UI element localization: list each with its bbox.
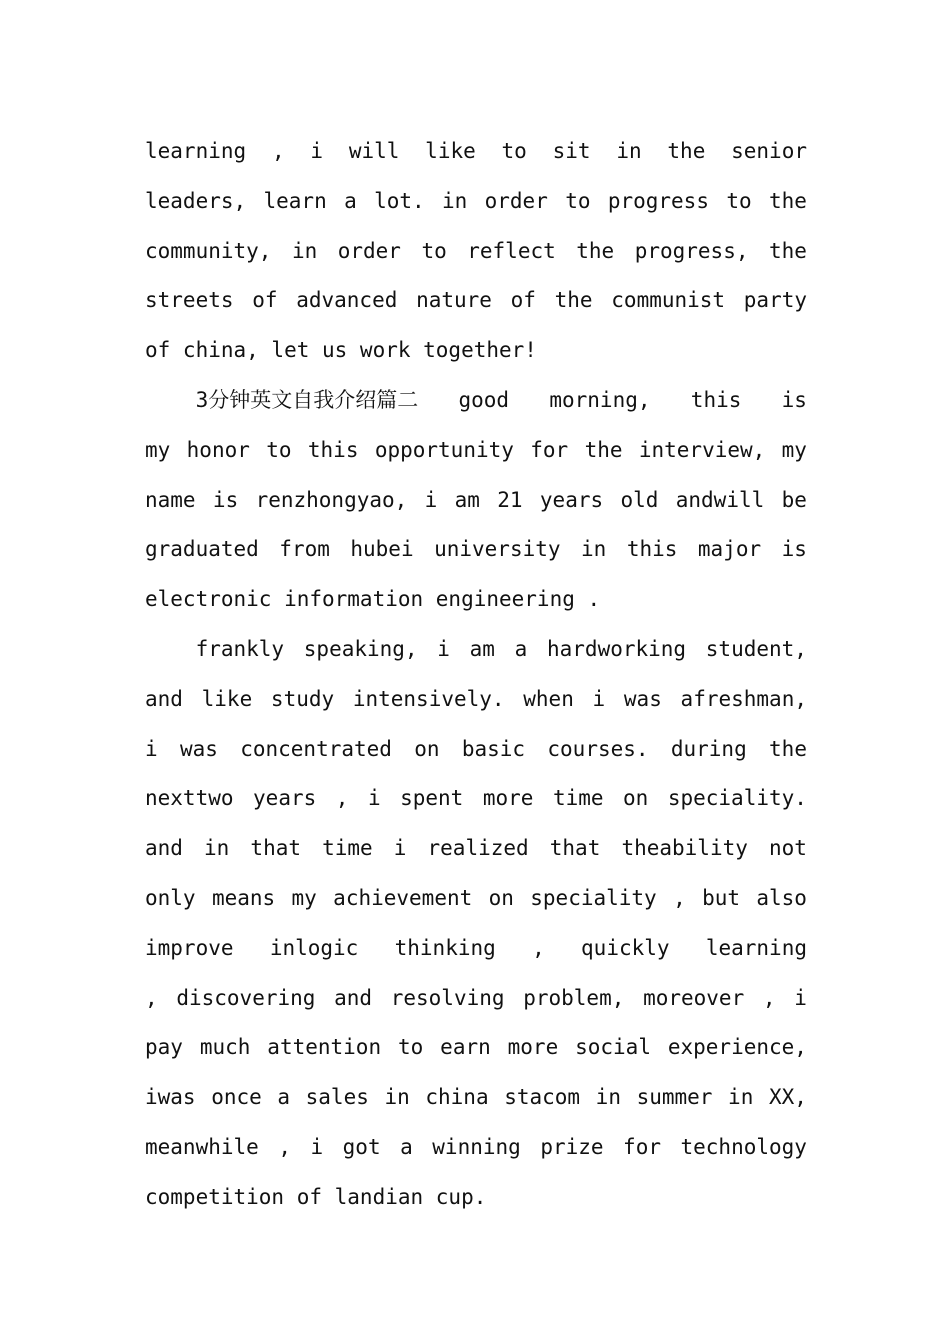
text-word: opportunity — [374, 437, 514, 462]
text-word: good — [458, 387, 510, 412]
text-word: for — [623, 1134, 661, 1159]
text-word: learn — [263, 188, 327, 213]
text-word: my — [145, 437, 171, 462]
text-word: , — [278, 1134, 291, 1159]
text-word: , — [762, 985, 776, 1010]
text-line — [145, 177, 807, 227]
text-word: and — [145, 686, 183, 711]
text-word: student, — [705, 636, 807, 661]
text-word: years — [539, 487, 604, 512]
text-word: is — [781, 387, 807, 412]
text-line — [145, 227, 807, 277]
text-word: means — [211, 885, 276, 910]
text-word: learning — [705, 935, 807, 960]
text-word: the — [769, 736, 807, 761]
text-word: and — [145, 836, 183, 861]
text-word: in — [728, 1085, 754, 1110]
text-word: streets — [145, 288, 234, 313]
text-word: sales — [305, 1085, 369, 1110]
text-word: on — [488, 885, 514, 910]
text-word: in — [581, 537, 607, 562]
text-word: i — [310, 1134, 324, 1159]
text-word: hubei — [350, 537, 414, 562]
text-word: reflect — [467, 238, 556, 263]
text-word: also — [756, 885, 807, 910]
text-word: technology — [680, 1134, 807, 1159]
text-word: i — [592, 686, 606, 711]
text-word: achievement — [333, 885, 473, 910]
text-word: , — [335, 786, 349, 811]
text-word: i — [393, 836, 407, 861]
text-word: prize — [540, 1134, 604, 1159]
text-word: graduated — [145, 537, 259, 562]
text-word: i — [310, 139, 324, 163]
text-word: afreshman, — [680, 686, 807, 711]
text-line — [145, 326, 807, 376]
text-word: the — [768, 188, 807, 213]
text-word: i — [367, 786, 381, 811]
text-word: summer — [636, 1085, 713, 1110]
text-line — [145, 127, 807, 177]
text-line-content: competition of landian cup. — [145, 1184, 487, 1209]
text-word: frankly — [145, 636, 285, 661]
text-word: nexttwo — [145, 786, 234, 811]
text-line — [145, 874, 807, 924]
text-word: iwas — [145, 1085, 196, 1110]
text-word: , — [532, 935, 545, 960]
text-word: my — [291, 885, 317, 910]
text-word: honor — [186, 437, 250, 462]
text-word: to — [397, 1035, 424, 1060]
text-word: 21 — [497, 487, 523, 512]
text-word: , — [673, 885, 686, 910]
text-word: moreover — [643, 985, 745, 1010]
text-word: attention — [267, 1035, 382, 1060]
text-word: years — [253, 786, 317, 811]
text-word: improve — [145, 935, 234, 960]
text-word: experience, — [667, 1035, 807, 1060]
text-word: the — [576, 238, 615, 263]
text-word: my — [781, 437, 807, 462]
text-word: to — [266, 437, 292, 462]
text-word: in — [441, 188, 468, 213]
text-word: progress, — [634, 238, 749, 263]
text-word: of — [510, 288, 536, 313]
text-word: a — [514, 636, 528, 661]
text-word: that — [549, 836, 601, 861]
text-word: leaders, — [145, 188, 247, 213]
text-word: was — [179, 736, 218, 761]
text-line — [145, 625, 807, 675]
text-word: major — [697, 537, 762, 562]
text-word: university — [434, 537, 561, 562]
text-word: concentrated — [240, 736, 392, 761]
text-word: to — [726, 188, 752, 213]
text-word: inlogic — [269, 935, 359, 960]
text-word: courses. — [547, 736, 649, 761]
text-word: old — [620, 487, 659, 512]
text-word: be — [781, 487, 807, 512]
text-word: more — [482, 786, 534, 811]
text-word: the — [769, 238, 807, 263]
text-word: party — [743, 288, 807, 313]
text-word: i — [424, 487, 438, 512]
text-word: that — [250, 836, 301, 861]
text-word: earn — [440, 1035, 491, 1060]
text-word: got — [342, 1134, 381, 1159]
text-word: speciality. — [667, 786, 807, 811]
text-word: the — [584, 437, 623, 462]
text-word: in — [204, 836, 230, 861]
text-word: winning — [432, 1134, 521, 1159]
text-word: stacom — [504, 1085, 581, 1110]
text-word: , — [145, 985, 158, 1010]
text-word: this — [690, 387, 742, 412]
text-line — [145, 1173, 807, 1223]
text-line — [145, 1023, 807, 1073]
text-word: china — [425, 1085, 489, 1110]
text-word: the — [554, 288, 593, 313]
text-line-content: electronic information engineering . — [145, 587, 601, 612]
text-word: senior — [731, 139, 807, 163]
text-line — [145, 974, 807, 1024]
text-word: interview, — [638, 437, 766, 462]
text-line — [145, 575, 807, 625]
text-word: theability — [621, 836, 748, 861]
text-word: thinking — [394, 935, 496, 960]
text-word: i — [794, 985, 807, 1010]
text-word: meanwhile — [145, 1134, 259, 1159]
text-word: time — [552, 786, 604, 811]
text-word: in — [384, 1085, 410, 1110]
text-line — [145, 824, 807, 874]
text-word: problem, — [523, 985, 625, 1010]
text-word: 3分钟英文自我介绍篇二 — [145, 387, 419, 412]
text-word: in — [595, 1085, 621, 1110]
text-word: social — [575, 1035, 651, 1060]
text-word: community, — [145, 238, 272, 263]
text-word: the — [667, 139, 706, 163]
text-word: but — [702, 885, 741, 910]
text-word: hardworking — [547, 636, 687, 661]
text-word: speaking, — [303, 636, 418, 661]
text-word: andwill — [675, 487, 765, 512]
text-word: realized — [427, 836, 529, 861]
text-word: and — [334, 985, 373, 1010]
text-word: advanced — [296, 288, 398, 313]
text-word: for — [530, 437, 569, 462]
text-word: only — [145, 885, 196, 910]
text-line — [145, 725, 807, 775]
text-word: on — [623, 786, 649, 811]
text-word: in — [291, 238, 318, 263]
text-word: order — [484, 188, 548, 213]
text-line-content: of china, let us work together! — [145, 338, 537, 363]
text-line — [145, 1123, 807, 1173]
text-word: to — [501, 139, 527, 163]
text-word: nature — [416, 288, 492, 313]
text-word: renzhongyao, — [255, 487, 408, 512]
text-word: am — [454, 487, 480, 512]
text-word: lot. — [374, 188, 425, 213]
text-word: of — [252, 288, 278, 313]
text-word: discovering — [176, 985, 316, 1010]
text-word: pay — [145, 1035, 183, 1060]
text-word: speciality — [530, 885, 657, 910]
text-word: , — [271, 139, 285, 163]
text-word: communist — [611, 288, 726, 313]
text-line — [145, 774, 807, 824]
text-word: intensively. — [352, 686, 505, 711]
text-word: a — [344, 188, 357, 213]
text-line — [145, 1073, 807, 1123]
text-word: study — [270, 686, 335, 711]
text-line — [145, 525, 807, 575]
text-word: will — [348, 139, 400, 163]
text-word: was — [623, 686, 662, 711]
text-word: i — [145, 736, 158, 761]
text-line — [145, 276, 807, 326]
text-word: resolving — [390, 985, 505, 1010]
text-word: in — [616, 139, 642, 163]
text-word: is — [212, 487, 239, 512]
text-word: once — [211, 1085, 262, 1110]
text-word: not — [768, 836, 807, 861]
body-text — [145, 127, 807, 1223]
text-word: to — [565, 188, 591, 213]
text-word: sit — [552, 139, 591, 163]
text-word: basic — [461, 736, 526, 761]
text-word: much — [199, 1035, 251, 1060]
text-line — [145, 476, 807, 526]
text-word: quickly — [581, 935, 670, 960]
text-line — [145, 376, 807, 426]
text-word: a — [277, 1085, 291, 1110]
text-word: this — [307, 437, 359, 462]
text-word: when — [523, 686, 574, 711]
text-word: am — [469, 636, 495, 661]
text-word: during — [670, 736, 747, 761]
text-line — [145, 675, 807, 725]
text-word: from — [279, 537, 330, 562]
text-word: on — [414, 736, 440, 761]
text-word: progress — [607, 188, 709, 213]
text-word: a — [400, 1134, 413, 1159]
text-word: order — [337, 238, 401, 263]
text-word: spent — [400, 786, 464, 811]
text-word: i — [437, 636, 450, 661]
text-word: morning, — [549, 387, 651, 412]
text-word: XX, — [768, 1085, 807, 1110]
text-word: more — [507, 1035, 559, 1060]
text-line — [145, 924, 807, 974]
text-line — [145, 426, 807, 476]
text-word: to — [421, 238, 447, 263]
text-word: learning — [145, 139, 247, 163]
text-word: name — [145, 487, 196, 512]
text-word: like — [425, 139, 476, 163]
text-word: is — [781, 537, 807, 562]
text-word: this — [626, 537, 678, 562]
text-word: time — [322, 836, 373, 861]
text-word: like — [201, 686, 253, 711]
